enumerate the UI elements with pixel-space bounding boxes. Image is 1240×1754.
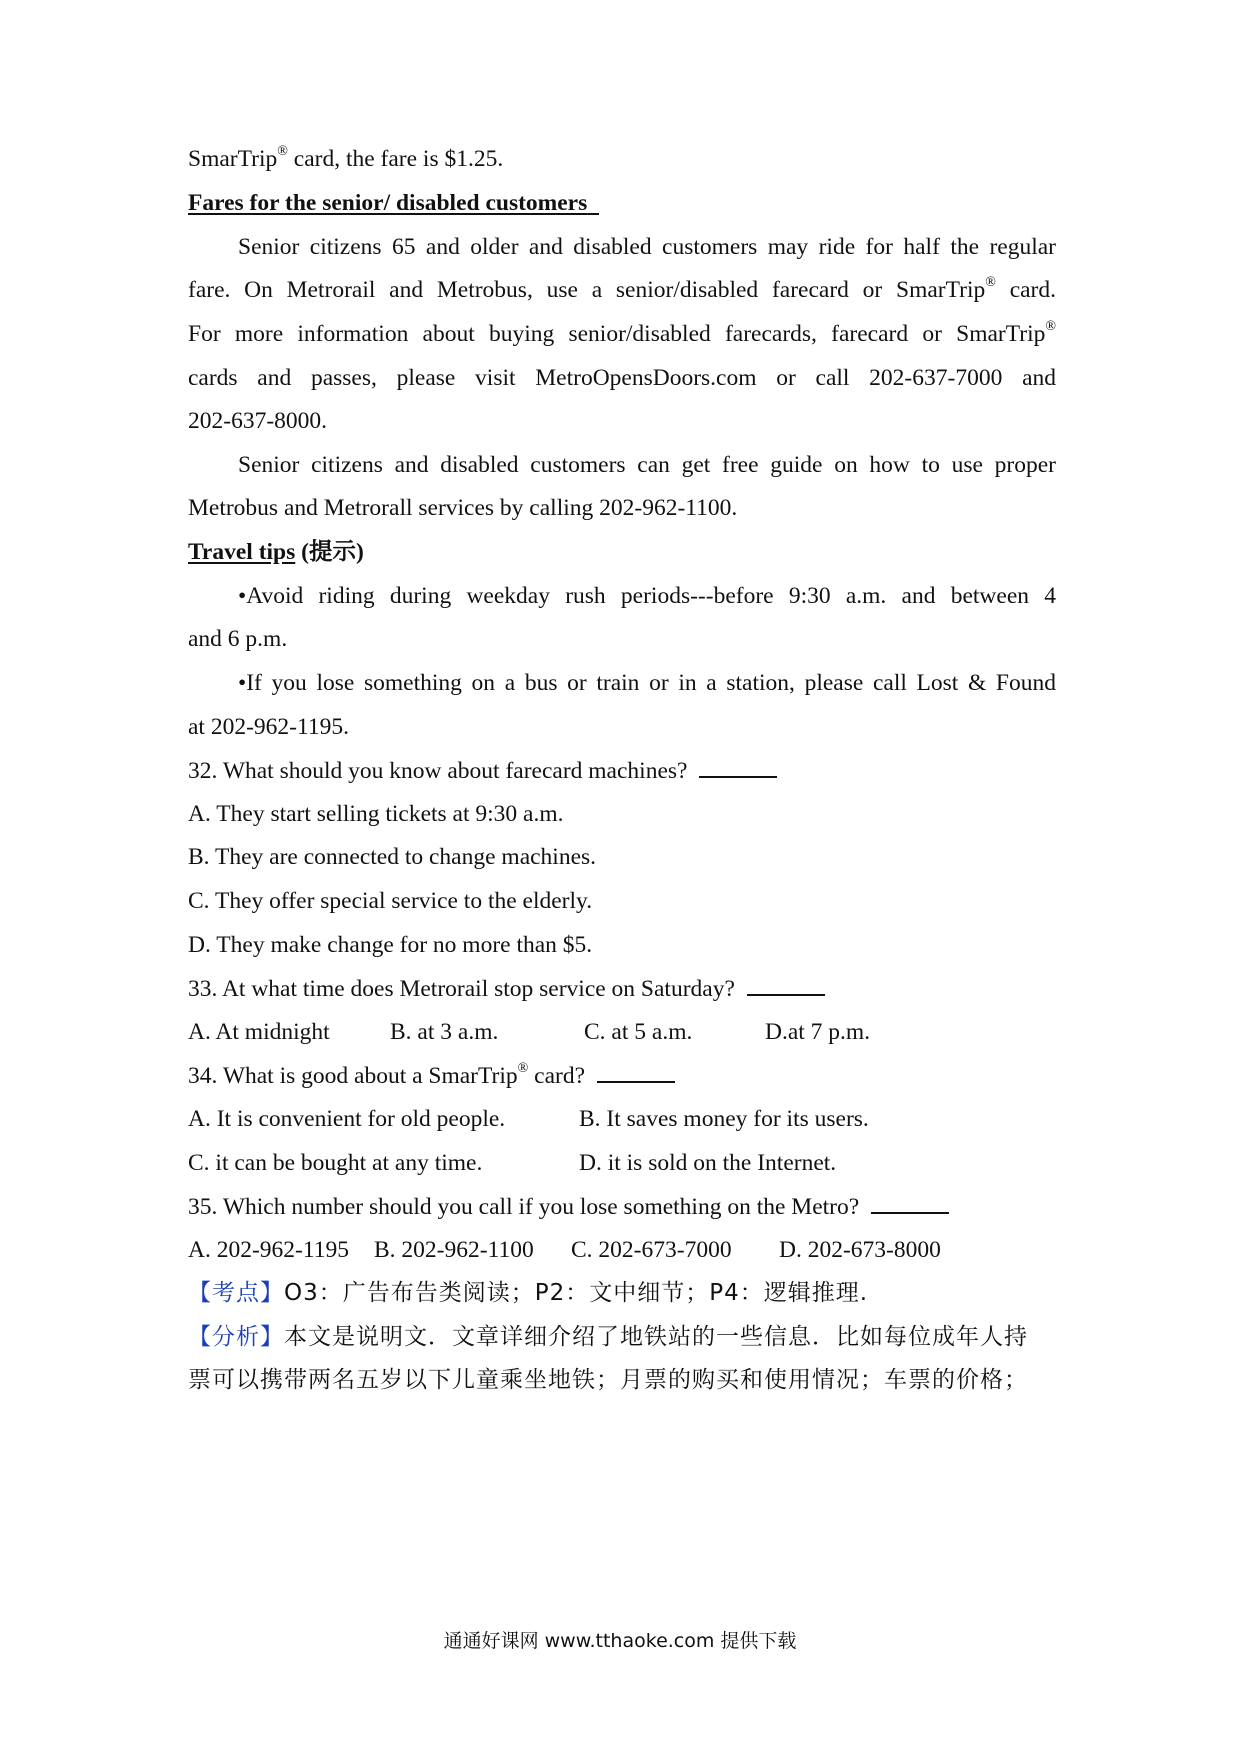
question-33-option-b: B. at 3 a.m. [390, 1019, 499, 1045]
question-33-option-c: C. at 5 a.m. [584, 1019, 693, 1045]
senior-paragraph-line-3: For more information about buying senior/disabled farecards, farecard or SmarTrip® [188, 319, 1056, 347]
senior-paragraph-line-5: 202-637-8000. [188, 408, 328, 434]
fenxi-tag: 【分析】 [188, 1324, 284, 1350]
answer-blank [597, 1059, 675, 1083]
senior-guide-line-2: Metrobus and Metrorall services by calling 202-962-1100. [188, 495, 738, 521]
kaodian-line: 【考点】O3：广告布告类阅读；P2：文中细节；P4：逻辑推理. [188, 1280, 869, 1306]
fenxi-line-1: 【分析】本文是说明文．文章详细介绍了地铁站的一些信息．比如每位成年人持 [188, 1324, 1028, 1350]
question-35-option-b: B. 202-962-1100 [374, 1237, 534, 1263]
question-33-stem: 33. At what time does Metrorail stop service on Saturday? [188, 972, 1056, 1005]
kaodian-tag: 【考点】 [188, 1280, 284, 1306]
fare-paragraph-tail: SmarTrip® card, the fare is $1.25. [188, 144, 504, 172]
question-32-option-b: B. They are connected to change machines. [188, 844, 597, 870]
question-34-option-a: A. It is convenient for old people. [188, 1106, 506, 1132]
tip-lost-found-line-2: at 202-962-1195. [188, 714, 349, 740]
senior-paragraph-line-2: fare. On Metrorail and Metrobus, use a senior/disabled farecard or SmarTrip® card. [188, 275, 1057, 303]
question-33-option-a: A. At midnight [188, 1019, 330, 1045]
section-heading-senior-fares: Fares for the senior/ disabled customers [188, 190, 588, 216]
question-34-option-c: C. it can be bought at any time. [188, 1150, 483, 1176]
question-32-option-d: D. They make change for no more than $5. [188, 932, 593, 958]
question-32-option-a: A. They start selling tickets at 9:30 a.m. [188, 801, 564, 827]
answer-blank [699, 754, 777, 778]
tip-rush-line-2: and 6 p.m. [188, 626, 288, 652]
fenxi-line-2: 票可以携带两名五岁以下儿童乘坐地铁；月票的购买和使用情况；车票的价格； [188, 1367, 1028, 1393]
question-32-stem: 32. What should you know about farecard machines? [188, 754, 1056, 787]
question-34-option-b: B. It saves money for its users. [579, 1106, 869, 1132]
question-35-option-a: A. 202-962-1195 [188, 1237, 350, 1263]
answer-blank [871, 1190, 949, 1214]
answer-blank [747, 972, 825, 996]
question-35-option-c: C. 202-673-7000 [571, 1237, 732, 1263]
question-32-option-c: C. They offer special service to the elderly. [188, 888, 593, 914]
senior-paragraph-line-4: cards and passes, please visit MetroOpensDoors.com or call 202-637-7000 and [188, 365, 1056, 391]
section-heading-travel-tips: Travel tips (提示) [188, 539, 364, 565]
question-34-option-d: D. it is sold on the Internet. [579, 1150, 837, 1176]
senior-paragraph-line-1: Senior citizens 65 and older and disabled customers may ride for half the regular [238, 234, 1056, 260]
question-33-option-d: D.at 7 p.m. [765, 1019, 871, 1045]
page-footer: 通通好课网 www.tthaoke.com 提供下载 [443, 1630, 797, 1652]
question-35-stem: 35. Which number should you call if you lose something on the Metro? [188, 1190, 1056, 1223]
question-34-stem: 34. What is good about a SmarTrip® card? [188, 1059, 1056, 1092]
tip-lost-found-line-1: •If you lose something on a bus or train or in a station, please call Lost & Found [238, 670, 1056, 696]
question-35-option-d: D. 202-673-8000 [779, 1237, 941, 1263]
tip-rush-line-1: •Avoid riding during weekday rush periods---before 9:30 a.m. and between 4 [238, 583, 1056, 609]
senior-guide-line-1: Senior citizens and disabled customers can get free guide on how to use proper [238, 452, 1056, 478]
